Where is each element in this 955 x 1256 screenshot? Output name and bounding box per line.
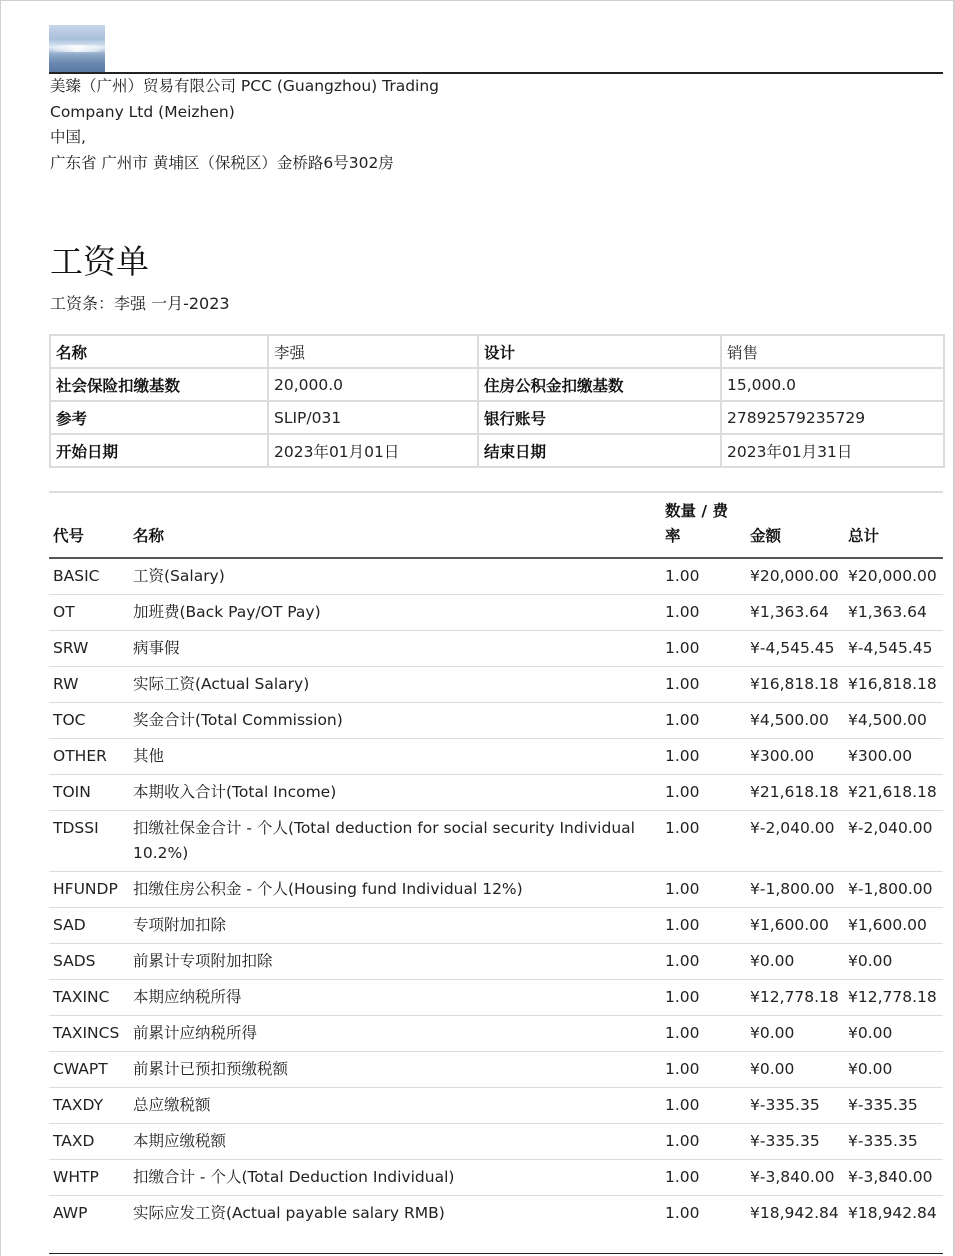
line-total: ¥18,942.84 — [844, 1196, 943, 1232]
line-amount: ¥16,818.18 — [746, 667, 844, 703]
table-row — [49, 1088, 943, 1124]
line-code: OTHER — [49, 739, 129, 775]
page-border-left — [0, 0, 1, 1256]
table-row — [49, 631, 943, 667]
line-amount: ¥18,942.84 — [746, 1196, 844, 1232]
line-qty: 1.00 — [661, 739, 746, 775]
line-qty: 1.00 — [661, 908, 746, 944]
line-qty: 1.00 — [661, 1196, 746, 1232]
info-value: 销售 — [721, 335, 944, 368]
line-amount: ¥-4,545.45 — [746, 631, 844, 667]
company-logo — [49, 25, 105, 72]
line-code: BASIC — [49, 558, 129, 595]
line-code: CWAPT — [49, 1052, 129, 1088]
table-row — [49, 811, 943, 872]
line-name: 本期收入合计(Total Income) — [129, 775, 661, 811]
line-name: 其他 — [129, 739, 661, 775]
line-total: ¥-2,040.00 — [844, 811, 943, 872]
info-value: SLIP/031 — [268, 401, 478, 434]
line-qty: 1.00 — [661, 703, 746, 739]
line-name: 工资(Salary) — [129, 558, 661, 595]
info-label: 开始日期 — [50, 434, 268, 467]
line-total: ¥0.00 — [844, 1052, 943, 1088]
info-value: 李强 — [268, 335, 478, 368]
payslip-subtitle: 工资条：李强 一月-2023 — [50, 294, 230, 313]
line-name: 扣缴社保金合计 - 个人(Total deduction for social security Individual 10.2%) — [129, 811, 661, 872]
payslip-lines-table — [49, 491, 943, 1231]
line-amount: ¥4,500.00 — [746, 703, 844, 739]
column-header-qty: 数量 / 费率 — [661, 492, 746, 558]
table-row — [49, 558, 943, 595]
line-name: 扣缴住房公积金 - 个人(Housing fund Individual 12%) — [129, 872, 661, 908]
line-total: ¥16,818.18 — [844, 667, 943, 703]
line-qty: 1.00 — [661, 944, 746, 980]
line-amount: ¥12,778.18 — [746, 980, 844, 1016]
column-header-total: 总计 — [844, 492, 943, 558]
info-label: 结束日期 — [478, 434, 721, 467]
line-code: SAD — [49, 908, 129, 944]
company-street: 广东省 广州市 黄埔区（保税区）金桥路6号302房 — [50, 153, 394, 172]
table-row — [49, 1160, 943, 1196]
line-total: ¥300.00 — [844, 739, 943, 775]
line-qty: 1.00 — [661, 1160, 746, 1196]
line-qty: 1.00 — [661, 775, 746, 811]
info-value: 27892579235729 — [721, 401, 944, 434]
lines-header-row — [49, 492, 943, 558]
line-amount: ¥20,000.00 — [746, 558, 844, 595]
line-name: 前累计已预扣预缴税额 — [129, 1052, 661, 1088]
table-row — [49, 667, 943, 703]
info-label: 住房公积金扣缴基数 — [478, 368, 721, 401]
info-value: 15,000.0 — [721, 368, 944, 401]
info-row — [50, 434, 944, 467]
line-code: SRW — [49, 631, 129, 667]
table-row — [49, 1124, 943, 1160]
table-row — [49, 1052, 943, 1088]
info-label: 名称 — [50, 335, 268, 368]
line-code: HFUNDP — [49, 872, 129, 908]
line-code: TDSSI — [49, 811, 129, 872]
page-border-top — [0, 0, 953, 1]
line-total: ¥-1,800.00 — [844, 872, 943, 908]
employee-info-table — [49, 334, 945, 468]
info-value: 20,000.0 — [268, 368, 478, 401]
line-total: ¥20,000.00 — [844, 558, 943, 595]
line-name: 本期应缴税额 — [129, 1124, 661, 1160]
footer-divider — [49, 1253, 943, 1254]
table-row — [49, 944, 943, 980]
line-qty: 1.00 — [661, 667, 746, 703]
line-code: TOC — [49, 703, 129, 739]
line-total: ¥21,618.18 — [844, 775, 943, 811]
company-country: 中国, — [50, 128, 86, 146]
line-qty: 1.00 — [661, 1088, 746, 1124]
table-row — [49, 703, 943, 739]
info-label: 参考 — [50, 401, 268, 434]
line-code: OT — [49, 595, 129, 631]
line-qty: 1.00 — [661, 1124, 746, 1160]
line-amount: ¥0.00 — [746, 1016, 844, 1052]
line-amount: ¥300.00 — [746, 739, 844, 775]
column-header-name: 名称 — [129, 492, 661, 558]
line-qty: 1.00 — [661, 872, 746, 908]
company-name-line-1: 美臻（广州）贸易有限公司 PCC (Guangzhou) Trading — [50, 77, 439, 95]
line-amount: ¥1,600.00 — [746, 908, 844, 944]
line-name: 加班费(Back Pay/OT Pay) — [129, 595, 661, 631]
line-qty: 1.00 — [661, 1016, 746, 1052]
line-name: 前累计专项附加扣除 — [129, 944, 661, 980]
line-name: 本期应纳税所得 — [129, 980, 661, 1016]
line-name: 专项附加扣除 — [129, 908, 661, 944]
line-amount: ¥-3,840.00 — [746, 1160, 844, 1196]
line-amount: ¥1,363.64 — [746, 595, 844, 631]
line-name: 实际应发工资(Actual payable salary RMB) — [129, 1196, 661, 1232]
line-code: AWP — [49, 1196, 129, 1232]
line-total: ¥-335.35 — [844, 1124, 943, 1160]
line-name: 奖金合计(Total Commission) — [129, 703, 661, 739]
line-name: 前累计应纳税所得 — [129, 1016, 661, 1052]
line-name: 病事假 — [129, 631, 661, 667]
line-total: ¥0.00 — [844, 944, 943, 980]
line-total: ¥-335.35 — [844, 1088, 943, 1124]
line-code: RW — [49, 667, 129, 703]
page-title: 工资单 — [50, 242, 149, 281]
company-address — [50, 74, 470, 176]
line-qty: 1.00 — [661, 631, 746, 667]
line-code: TAXINC — [49, 980, 129, 1016]
line-qty: 1.00 — [661, 1052, 746, 1088]
column-header-amount: 金额 — [746, 492, 844, 558]
line-total: ¥4,500.00 — [844, 703, 943, 739]
table-row — [49, 1196, 943, 1232]
info-row — [50, 368, 944, 401]
line-amount: ¥0.00 — [746, 1052, 844, 1088]
table-row — [49, 872, 943, 908]
line-total: ¥1,363.64 — [844, 595, 943, 631]
line-qty: 1.00 — [661, 558, 746, 595]
info-row — [50, 335, 944, 368]
table-row — [49, 1016, 943, 1052]
line-code: WHTP — [49, 1160, 129, 1196]
line-name: 扣缴合计 - 个人(Total Deduction Individual) — [129, 1160, 661, 1196]
line-code: TAXD — [49, 1124, 129, 1160]
line-name: 实际工资(Actual Salary) — [129, 667, 661, 703]
column-header-code: 代号 — [49, 492, 129, 558]
line-total: ¥-3,840.00 — [844, 1160, 943, 1196]
line-amount: ¥0.00 — [746, 944, 844, 980]
info-label: 银行账号 — [478, 401, 721, 434]
line-code: TAXDY — [49, 1088, 129, 1124]
line-code: TAXINCS — [49, 1016, 129, 1052]
line-total: ¥1,600.00 — [844, 908, 943, 944]
company-name-line-2: Company Ltd (Meizhen) — [50, 102, 235, 121]
line-total: ¥-4,545.45 — [844, 631, 943, 667]
line-amount: ¥-2,040.00 — [746, 811, 844, 872]
line-total: ¥0.00 — [844, 1016, 943, 1052]
line-name: 总应缴税额 — [129, 1088, 661, 1124]
line-qty: 1.00 — [661, 980, 746, 1016]
table-row — [49, 775, 943, 811]
info-value: 2023年01月01日 — [268, 434, 478, 467]
table-row — [49, 908, 943, 944]
table-row — [49, 980, 943, 1016]
line-amount: ¥-335.35 — [746, 1088, 844, 1124]
info-label: 设计 — [478, 335, 721, 368]
line-total: ¥12,778.18 — [844, 980, 943, 1016]
line-amount: ¥-335.35 — [746, 1124, 844, 1160]
line-amount: ¥-1,800.00 — [746, 872, 844, 908]
line-code: TOIN — [49, 775, 129, 811]
info-row — [50, 401, 944, 434]
line-amount: ¥21,618.18 — [746, 775, 844, 811]
line-code: SADS — [49, 944, 129, 980]
line-qty: 1.00 — [661, 811, 746, 872]
line-qty: 1.00 — [661, 595, 746, 631]
table-row — [49, 739, 943, 775]
table-row — [49, 595, 943, 631]
info-label: 社会保险扣缴基数 — [50, 368, 268, 401]
info-value: 2023年01月31日 — [721, 434, 944, 467]
